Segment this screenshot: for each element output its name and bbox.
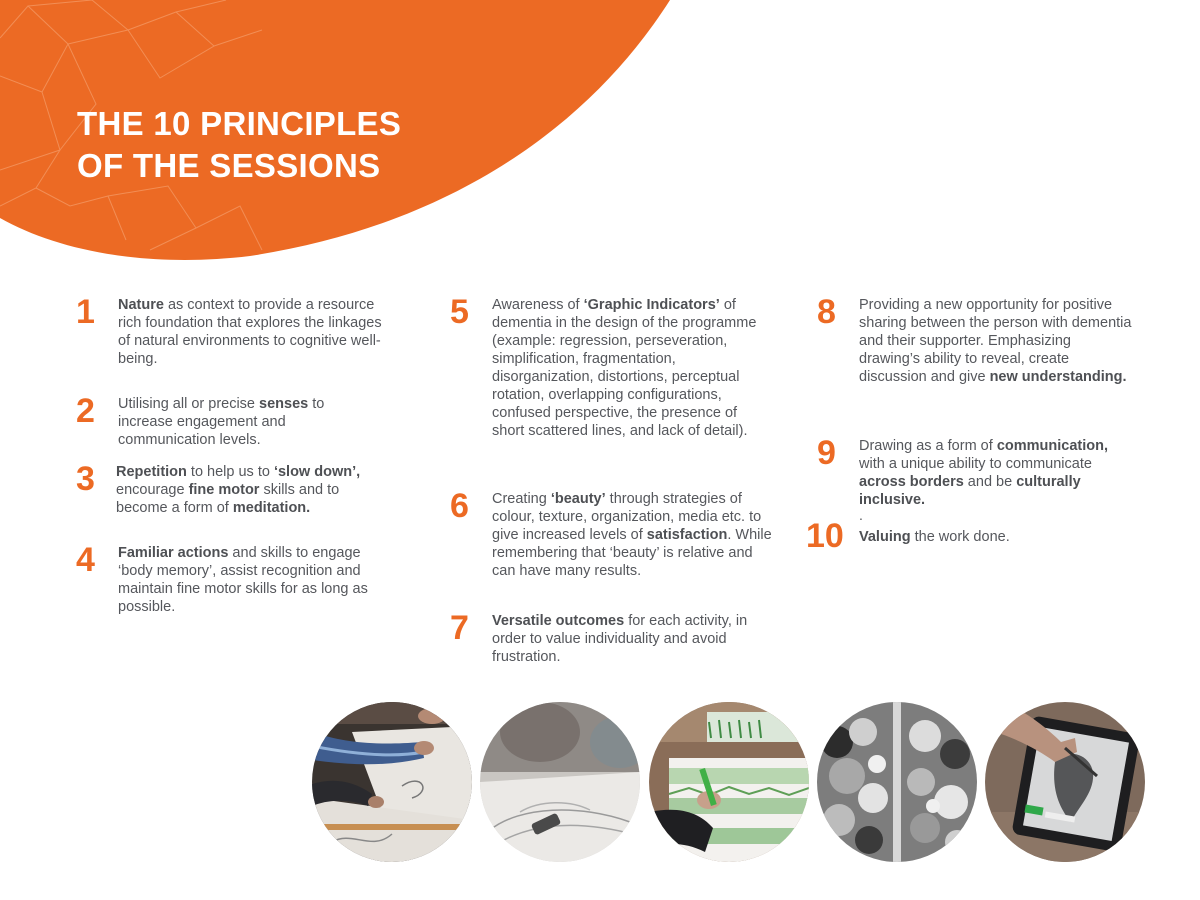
principle-number: 6 <box>450 487 469 525</box>
photo-painting-grass <box>649 702 809 862</box>
principle-text-run: as context to provide a resource rich foundation that explores the linkages of natural environments to cognitive well-being. <box>118 297 382 367</box>
principle-text-bold: across borders <box>859 474 964 490</box>
principle-text-run: to increase engagement and communication levels. <box>118 396 325 448</box>
principle-text-run: and be <box>963 474 1017 490</box>
principle-text-run: for each activity, in order to value individuality and avoid frustration. <box>492 613 748 665</box>
principle-text <box>492 490 772 580</box>
principle-text-bold: communication, <box>996 438 1108 454</box>
principle-text <box>859 296 1134 386</box>
photo-table-eraser <box>480 702 640 862</box>
principle-text-run: skills and to become a form of <box>116 482 340 516</box>
stray-mark: . <box>859 507 863 523</box>
page-title <box>77 103 401 187</box>
principle-text-bold: fine motor <box>188 482 260 498</box>
principle-text <box>492 612 767 666</box>
photo-nature-collage <box>817 702 977 862</box>
principle-text <box>492 296 762 440</box>
principle-text <box>118 544 394 616</box>
principle-text-bold: Repetition <box>116 464 187 480</box>
principle-text-bold: Familiar actions <box>118 545 229 561</box>
page-title-line-2: OF THE SESSIONS <box>77 147 381 184</box>
principle-number: 9 <box>817 434 836 472</box>
principle-text-bold: culturally inclusive. <box>859 474 1081 508</box>
principle-number: 7 <box>450 609 469 647</box>
principle-number: 3 <box>76 460 95 498</box>
principle-text <box>118 395 358 449</box>
principle-text <box>118 296 388 368</box>
principle-number: 1 <box>76 293 95 331</box>
principle-text-run: Creating <box>492 491 551 507</box>
principle-number: 4 <box>76 541 95 579</box>
photo-hands-drawing <box>312 702 472 862</box>
principle-text <box>859 437 1129 509</box>
principle-text-run: to help us to <box>186 464 274 480</box>
principle-text-bold: meditation. <box>232 500 311 516</box>
principle-text-run: encourage <box>116 482 189 498</box>
principle-text <box>116 463 394 517</box>
principle-number: 8 <box>817 293 836 331</box>
principle-text-bold: Nature <box>118 297 164 313</box>
principle-text-run: and skills to engage ‘body memory’, assist recognition and maintain fine motor skills for as long as possible. <box>118 545 368 615</box>
photo-tablet-drawing <box>985 702 1145 862</box>
principle-text-run: Drawing as a form of <box>859 438 997 454</box>
principle-number: 5 <box>450 293 469 331</box>
principle-text-bold: satisfaction <box>646 527 728 543</box>
principle-text-bold: ‘Graphic Indicators’ <box>583 297 720 313</box>
principle-text-run: . While remembering that ‘beauty’ is relative and can have many results. <box>492 527 772 579</box>
principle-text-bold: ‘beauty’ <box>550 491 606 507</box>
principle-text-run: with a unique ability to communicate <box>859 456 1092 472</box>
principle-number: 10 <box>806 517 844 555</box>
principle-text-bold: Valuing <box>859 529 911 545</box>
principle-text-bold: Versatile outcomes <box>492 613 625 629</box>
principle-text-run: Awareness of <box>492 297 584 313</box>
principle-text <box>859 528 1119 546</box>
principle-text-run: Providing a new opportunity for positive sharing between the person with dementia and their supporter. Emphasizing drawing’s ability to reveal, create discussion and give <box>859 297 1132 385</box>
principle-text-bold: ‘slow down’, <box>273 464 361 480</box>
page-title-line-1: THE 10 PRINCIPLES <box>77 105 402 142</box>
principle-text-run: the work done. <box>910 529 1010 545</box>
principle-number: 2 <box>76 392 95 430</box>
principle-text-run: Utilising all or precise <box>118 396 260 412</box>
principle-text-bold: senses <box>259 396 309 412</box>
principle-text-bold: new understanding. <box>989 369 1127 385</box>
principle-text-run: through strategies of colour, texture, organization, media etc. to give increased levels of <box>492 491 762 543</box>
principle-text-run: of dementia in the design of the programme (example: regression, perseveration, simplification, fragmentation, disorganization, distortions, perceptual rotation, overlapping configurations, confused perspective, the presence of short scattered lines, and lack of detail). <box>492 297 757 439</box>
